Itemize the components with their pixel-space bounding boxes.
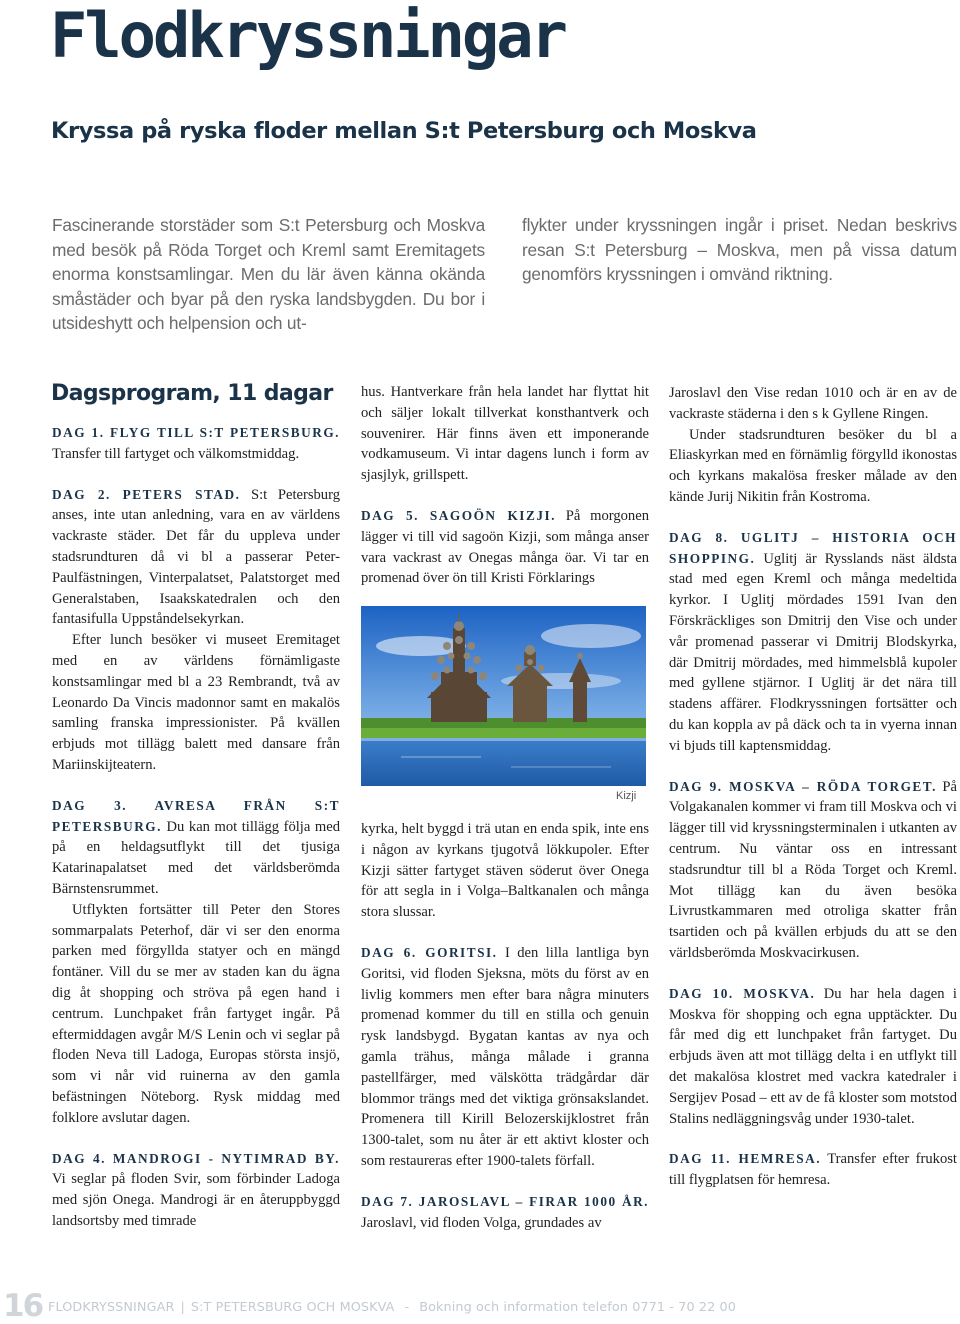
day-9-heading: DAG 9. MOSKVA – RÖDA TORGET.	[669, 778, 938, 794]
photo-caption: Kizji	[616, 790, 637, 802]
page-title: Flodkryssningar	[50, 0, 565, 72]
day-3-heading: DAG 3. AVRESA FRÅN S:T PETERSBURG.	[52, 797, 340, 834]
day-7-text: Jaroslavl, vid floden Volga, grundades av	[361, 1214, 602, 1231]
program-column-2-bottom	[361, 819, 649, 1233]
day-2-text: S:t Petersburg anses, inte utan anledning, vara en av världens vackraste städer. Det får du uppleva under stadsrundturen då vi bl a passerar Peter-Paulfästningen, Vinterpalatset, Palatstorget med Generalstaben, Isaakskatedralen och den fantasifulla Uppståndelsekyrkan.	[52, 486, 340, 628]
day-9-text: På Volgakanalen kommer vi fram till Moskva och vi lägger till vid kryssningsterminalen i utkanten av centrum. Nu väntar oss en intressant stadsrundtur till bl a Röda Torget och Kreml. Mot tillägg kan du även besöka Livrustkammaren med otroliga skatter från tsartiden och på kvällen erbjuds du att se den världsberömda Moskvacirkusen.	[669, 778, 957, 961]
day-10-heading: DAG 10. MOSKVA.	[669, 985, 816, 1001]
day-8-heading: DAG 8. UGLITJ – HISTORIA OCH SHOPPING.	[669, 529, 957, 566]
day-11	[669, 1149, 957, 1191]
footer-separator: |	[180, 1300, 185, 1315]
day-8	[669, 528, 957, 757]
page-subtitle: Kryssa på ryska floder mellan S:t Petersburg och Moskva	[51, 118, 757, 144]
footer-dash: -	[404, 1300, 410, 1315]
day-7-continued: Jaroslavl den Vise redan 1010 och är en av de vackraste städerna i den s k Gyllene Ringen.	[669, 385, 957, 422]
day-6-heading: DAG 6. GORITSI.	[361, 944, 498, 960]
footer-route: S:T PETERSBURG OCH MOSKVA	[190, 1300, 395, 1315]
footer-contact: Bokning och information telefon 0771 - 70 22 00	[419, 1300, 736, 1315]
day-1-text: Transfer till fartyget och välkomstmiddag.	[52, 445, 300, 462]
page-footer	[0, 1288, 960, 1324]
kizji-church-photo	[361, 606, 646, 786]
day-2-heading: DAG 2. PETERS STAD.	[52, 486, 241, 502]
day-5-text: På morgonen lägger vi till vid sagoön Kizji, som många anser vara vackrast av Onegas många öar. Vi tar en promenad över ön till Kristi Förklarings	[361, 507, 650, 587]
day-3-paragraph-2: Utflykten fortsätter till Peter den Stores sommarpalats Peterhof, där vi ser den enorma parken med förgyllda statyer och en mängd fontäner. Vill du se mer av staden kan du ägna dig åt shopping och ströva på egen hand i centrum. Lunchpaket från fartyget ingår. På eftermiddagen avgår M/S Lenin och vi seglar på floden Neva till Ladoga, Europas största insjö, som vi når vid ruinerna av den gamla befästningen Nöteborg. Rysk middag med folklore avslutar dagen.	[52, 901, 340, 1126]
day-6	[361, 943, 649, 1172]
program-column-1	[52, 423, 340, 1232]
day-6-text: I den lilla lantliga byn Goritsi, vid floden Sjeksna, möts du först av en livlig kommers men efter bara några minuters promenad kommer du till en stilla och genuin rysk landsbygd. Bygatan kantas av nya och gamla trähus, många målade i granna pastellfärger, med välskötta trädgårdar där blommor trängs med det viktiga grönsakslandet. Promenera till Kirill Belozerskijklostret från 1300-talet, som nu åter är ett aktivt kloster och som restaureras efter 1900-talets förfall.	[361, 944, 649, 1169]
day-4	[52, 1149, 340, 1232]
day-10	[669, 984, 957, 1130]
day-2	[52, 485, 340, 631]
footer-section: FLODKRYSSNINGAR	[48, 1300, 175, 1315]
program-column-3	[669, 383, 957, 1191]
day-7-heading: DAG 7. JAROSLAVL – FIRAR 1000 ÅR.	[361, 1193, 649, 1209]
day-10-text: Du har hela dagen i Moskva för shopping och egna upptäckter. Du får med dig ett lunchpaket från fartyget. Du erbjuds även att mot tillägg delta i en utflykt till det makalösa klostret med vackra katedraler i Sergijev Posad – ett av de få kloster som motstod Stalins nedläggningsvåg under 1930-talet.	[669, 985, 957, 1127]
day-7	[361, 1192, 649, 1234]
day-11-text: Transfer efter frukost till flygplatsen för hemresa.	[669, 1151, 957, 1189]
intro-paragraph-right: flykter under kryssningen ingår i priset. Nedan beskrivs resan S:t Petersburg – Moskva, men på vissa datum genomförs kryssningen i omvänd riktning.	[522, 215, 957, 284]
day-8-text: Uglitj är Rysslands näst äldsta stad med egen Kreml och många medeltida kyrkor. I Uglitj mördades 1591 Ivan den Förskräckliges son Dmitrij den Vise och under vår promenad passerar vi Dmitrij Blodskyrka, där Dmitrij mördades, med himmelsblå kupoler med gyllene stjärnor. I Uglitj är det nära till stadens affärer. Flodkryssningen fortsätter och du kan koppla av på däck och ta in vyerna innan vi bjuds till kaptensmiddag.	[669, 550, 957, 754]
day-4-text: Vi seglar på floden Svir, som förbinder Ladoga med sjön Onega. Mandrogi är en återuppbyggd landsortsby med timrade	[52, 1171, 340, 1229]
day-11-heading: DAG 11. HEMRESA.	[669, 1151, 822, 1167]
program-column-2-top	[361, 382, 649, 589]
day-2-paragraph-2: Efter lunch besöker vi museet Eremitaget med en av världens förnämligaste konstsamlingar med bl a 23 Rembrandt, två av Leonardo Da Vincis madonnor samt en makalös samling franska impressionister. På kvällen erbjuds mot tillägg balett med dansare från Mariinskijteatern.	[52, 632, 340, 773]
day-5-continued: kyrka, helt byggd i trä utan en enda spik, inte ens i någon av kyrkans tjugotvå lökkupoler. Efter Kizji sätter fartyget stäven söderut över Onega för att segla in i Volga–Baltkanalen och många stora slussar.	[361, 821, 649, 921]
day-5	[361, 506, 649, 589]
intro-paragraph-left: Fascinerande storstäder som S:t Petersburg och Moskva med besök på Röda Torget och Kreml samt Eremitagets enorma konstsamlingar. Men du lär även känna okända småstäder och byar på den ryska landsbygden. Du bor i utsideshytt och helpension och ut-	[52, 215, 485, 333]
program-heading: Dagsprogram, 11 dagar	[51, 381, 333, 406]
page-number: 16	[3, 1288, 43, 1324]
day-7-paragraph-2: Under stadsrundturen besöker du bl a Eliaskyrkan med en förnämlig förgylld ikonostas och kyrkans makalösa fresker målade av den kände Jurij Nikitin från Kostroma.	[669, 426, 957, 505]
day-5-heading: DAG 5. SAGOÖN KIZJI.	[361, 507, 556, 523]
day-4-heading: DAG 4. MANDROGI - NYTIMRAD BY.	[52, 1150, 340, 1166]
day-4-continued: hus. Hantverkare från hela landet har flyttat hit och säljer lokalt tillverkat konsthantverk och souvenirer. Här finns även ett imponerande vodkamuseum. Vi intar dagens lunch i form av sjasjlyk, grillspett.	[361, 384, 649, 484]
day-3	[52, 796, 340, 900]
day-9	[669, 777, 957, 964]
day-3-text: Du kan mot tillägg följa med på en heldagsutflykt till det tjusiga Katarinapalatset med det världsberömda Bärnstensrummet.	[52, 818, 340, 897]
day-1-heading: DAG 1. FLYG TILL S:T PETERSBURG.	[52, 425, 340, 440]
day-1	[52, 423, 340, 465]
footer-text	[48, 1300, 736, 1315]
